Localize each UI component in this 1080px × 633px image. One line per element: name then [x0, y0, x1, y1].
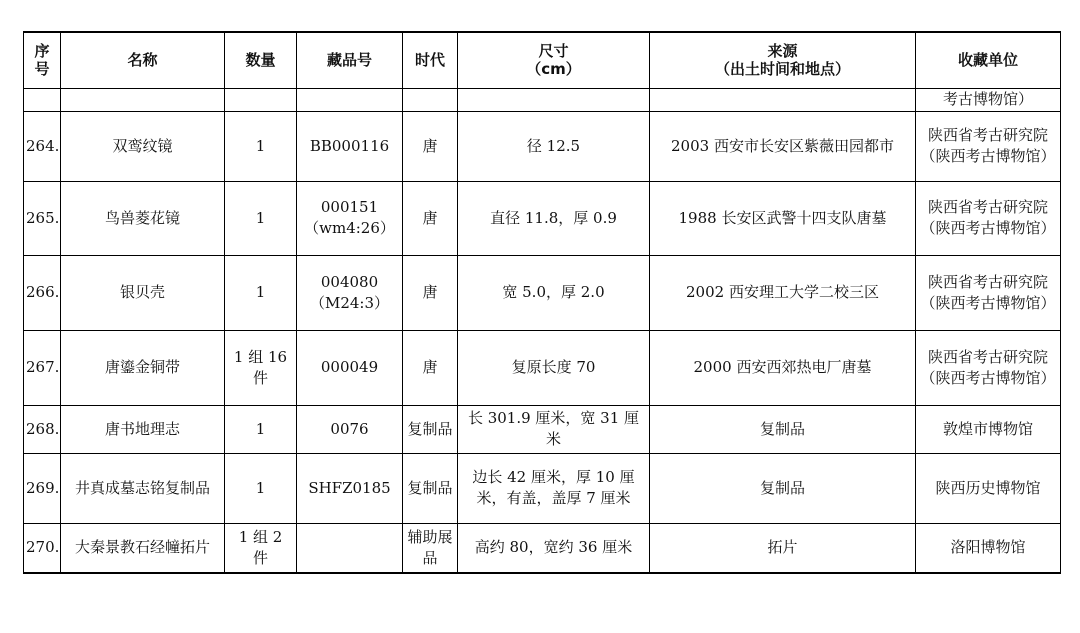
table-row [24, 111, 1061, 181]
cell-seq [24, 88, 61, 111]
cell-name: 唐书地理志 [61, 405, 225, 453]
header-unit: 收藏单位 [916, 32, 1061, 88]
cell-source [650, 88, 916, 111]
cell-collection-no: SHFZ0185 [297, 453, 403, 523]
table-row [24, 453, 1061, 523]
continuation-row [24, 88, 1061, 111]
cell-size: 径 12.5 [458, 111, 650, 181]
header-collection-no: 藏品号 [297, 32, 403, 88]
cell-seq: 265. [24, 181, 61, 255]
cell-size: 宽 5.0，厚 2.0 [458, 255, 650, 330]
cell-qty: 1 [225, 453, 297, 523]
cell-unit: 洛阳博物馆 [916, 523, 1061, 573]
cell-unit: 陕西省考古研究院（陕西考古博物馆） [916, 255, 1061, 330]
cell-qty: 1 [225, 181, 297, 255]
cell-era: 唐 [403, 330, 458, 405]
cell-name: 鸟兽菱花镜 [61, 181, 225, 255]
cell-size [458, 88, 650, 111]
cell-name: 银贝壳 [61, 255, 225, 330]
cell-seq: 270. [24, 523, 61, 573]
cell-qty: 1 [225, 255, 297, 330]
cell-seq: 269. [24, 453, 61, 523]
table-row [24, 523, 1061, 573]
cell-unit: 陕西省考古研究院（陕西考古博物馆） [916, 111, 1061, 181]
table-row [24, 181, 1061, 255]
cell-unit: 陕西省考古研究院（陕西考古博物馆） [916, 330, 1061, 405]
cell-collection-no [297, 88, 403, 111]
cell-unit: 考古博物馆） [916, 88, 1061, 111]
cell-qty: 1 [225, 111, 297, 181]
cell-collection-no: 000151（wm4:26） [297, 181, 403, 255]
cell-size: 复原长度 70 [458, 330, 650, 405]
cell-era [403, 88, 458, 111]
cell-seq: 264. [24, 111, 61, 181]
cell-name: 井真成墓志铭复制品 [61, 453, 225, 523]
cell-source: 拓片 [650, 523, 916, 573]
cell-qty: 1 组 2 件 [225, 523, 297, 573]
cell-era: 唐 [403, 111, 458, 181]
table-row [24, 330, 1061, 405]
header-seq: 序 号 [24, 32, 61, 88]
cell-seq: 267. [24, 330, 61, 405]
cell-source: 复制品 [650, 453, 916, 523]
cell-era: 辅助展品 [403, 523, 458, 573]
cell-collection-no: BB000116 [297, 111, 403, 181]
cell-size: 边长 42 厘米，厚 10 厘米，有盖，盖厚 7 厘米 [458, 453, 650, 523]
cell-size: 高约 80，宽约 36 厘米 [458, 523, 650, 573]
cell-size: 直径 11.8，厚 0.9 [458, 181, 650, 255]
header-source: 来源 （出土时间和地点） [650, 32, 916, 88]
cell-unit: 敦煌市博物馆 [916, 405, 1061, 453]
cell-size: 长 301.9 厘米，宽 31 厘米 [458, 405, 650, 453]
cell-collection-no: 004080（M24:3） [297, 255, 403, 330]
header-size: 尺寸 （cm） [458, 32, 650, 88]
cell-seq: 266. [24, 255, 61, 330]
cell-source: 2003 西安市长安区紫薇田园都市 [650, 111, 916, 181]
cell-seq: 268. [24, 405, 61, 453]
table-row [24, 255, 1061, 330]
cell-name: 大秦景教石经幢拓片 [61, 523, 225, 573]
cell-collection-no: 000049 [297, 330, 403, 405]
cell-era: 复制品 [403, 453, 458, 523]
cell-era: 唐 [403, 255, 458, 330]
artifact-table [23, 31, 1061, 574]
cell-source: 1988 长安区武警十四支队唐墓 [650, 181, 916, 255]
header-era: 时代 [403, 32, 458, 88]
header-name: 名称 [61, 32, 225, 88]
header-qty: 数量 [225, 32, 297, 88]
table-row [24, 405, 1061, 453]
cell-qty: 1 [225, 405, 297, 453]
cell-unit: 陕西历史博物馆 [916, 453, 1061, 523]
cell-name: 唐鎏金铜带 [61, 330, 225, 405]
cell-collection-no: 0076 [297, 405, 403, 453]
cell-era: 复制品 [403, 405, 458, 453]
cell-qty: 1 组 16 件 [225, 330, 297, 405]
cell-source: 2002 西安理工大学二校三区 [650, 255, 916, 330]
cell-era: 唐 [403, 181, 458, 255]
cell-name: 双鸾纹镜 [61, 111, 225, 181]
cell-name [61, 88, 225, 111]
cell-source: 复制品 [650, 405, 916, 453]
cell-source: 2000 西安西郊热电厂唐墓 [650, 330, 916, 405]
cell-qty [225, 88, 297, 111]
cell-unit: 陕西省考古研究院（陕西考古博物馆） [916, 181, 1061, 255]
cell-collection-no [297, 523, 403, 573]
header-row [24, 32, 1061, 88]
